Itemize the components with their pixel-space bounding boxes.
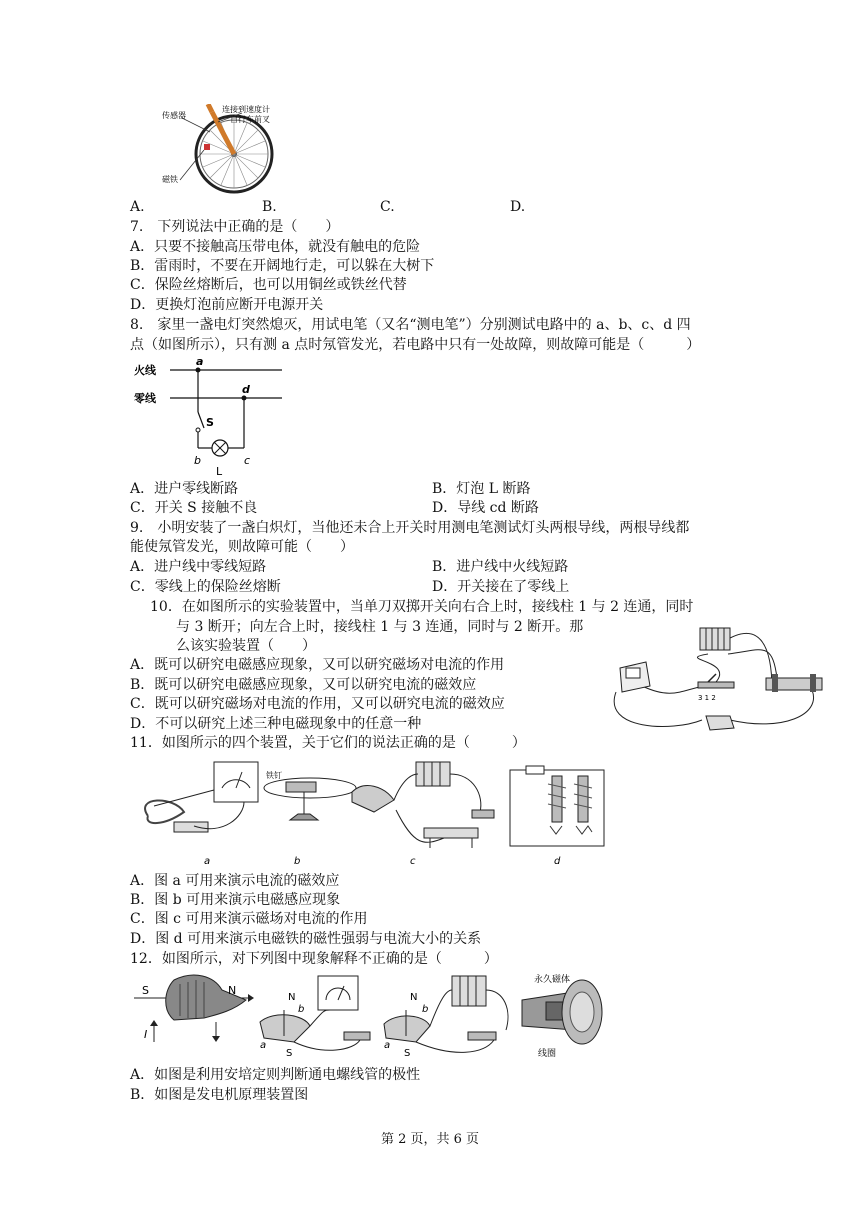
lamp-l-label: L (216, 465, 223, 478)
permanent-magnet-label: 永久磁体 (534, 975, 571, 985)
q10-option-a: A．既可以研究电磁感应现象，又可以研究磁场对电流的作用 (130, 657, 505, 673)
q8-circuit-figure (132, 356, 282, 478)
q8-option-d: D．导线 cd 断路 (432, 500, 539, 516)
fig1-n-label: N (228, 984, 237, 997)
fork-label: 自行车前叉 (230, 115, 270, 124)
magnet-label: 磁铁 (162, 175, 178, 184)
fig1-i-label: I (144, 1028, 148, 1041)
fig3-b-label: b (422, 1004, 429, 1015)
fig2-n-label: N (288, 992, 296, 1003)
fig2-s-label: S (286, 1048, 293, 1059)
sensor-label: 传感器 (162, 111, 186, 120)
switch-s-label: S (206, 416, 214, 429)
point-b-label: b (194, 454, 201, 467)
fig1-s-label: S (142, 984, 149, 997)
fig3-n-label: N (410, 992, 418, 1003)
q10-option-c: C．既可以研究磁场对电流的作用，又可以研究电流的磁效应 (130, 696, 505, 712)
iron-nail-label: 铁钉 (266, 771, 282, 780)
fig-a-label: a (204, 856, 211, 867)
fig3-a-label: a (384, 1040, 391, 1051)
q11-option-a: A．图 a 可用来演示电流的磁效应 (130, 873, 340, 889)
q8-stem-line2: 点（如图所示），只有测 a 点时氖管发光，若电路中只有一处故障，则故障可能是（ ） (130, 337, 701, 353)
point-d-label: d (242, 383, 250, 396)
q9-option-a: A．进户线中零线短路 (130, 559, 267, 575)
q6-option-d: D. (510, 199, 526, 215)
q12-option-b: B．如图是发电机原理装置图 (130, 1087, 309, 1103)
q11-four-devices-figure (134, 756, 610, 868)
q11-option-d: D．图 d 可用来演示电磁铁的磁性强弱与电流大小的关系 (130, 931, 482, 947)
q8-option-b: B．灯泡 L 断路 (432, 481, 531, 497)
q6-option-c: C. (380, 199, 395, 215)
q10-stem-line3: 么该实验装置（ ） (176, 638, 316, 654)
neutral-wire-label: 零线 (134, 392, 156, 405)
q11-option-c: C．图 c 可用来演示磁场对电流的作用 (130, 911, 368, 927)
q8-option-c: C．开关 S 接触不良 (130, 500, 258, 516)
q10-option-b: B．既可以研究电磁感应现象，又可以研究电流的磁效应 (130, 677, 477, 693)
q7-stem: 7. 下列说法中正确的是（ ） (130, 219, 340, 235)
terminals-label: 3 1 2 (698, 694, 716, 702)
q7-option-b: B．雷雨时，不要在开阔地行走，可以躲在大树下 (130, 258, 435, 274)
page-footer: 第 2 页，共 6 页 (380, 1132, 480, 1147)
q6-option-a: A. (130, 199, 145, 215)
fig3-s-label: S (404, 1048, 411, 1059)
point-a-label: a (196, 356, 204, 368)
q12-stem: 12．如图所示，对下列图中现象解释不正确的是（ ） (130, 951, 498, 967)
fig-d-label: d (554, 856, 561, 867)
q10-stem-line1: 10．在如图所示的实验装置中，当单刀双掷开关向右合上时，接线柱 1 与 2 连通，同时 (150, 599, 694, 615)
q9-stem-line1: 9. 小明安装了一盏白炽灯，当他还未合上开关时用测电笔测试灯头两根导线，两根导线都 (130, 520, 690, 536)
point-c-label: c (244, 454, 251, 467)
q7-option-d: D．更换灯泡前应断开电源开关 (130, 297, 324, 313)
q12-option-a: A．如图是利用安培定则判断通电螺线管的极性 (130, 1067, 421, 1083)
q11-stem: 11．如图所示的四个装置，关于它们的说法正确的是（ ） (130, 735, 526, 751)
fig-b-label: b (294, 856, 301, 867)
q10-apparatus-figure (612, 620, 826, 740)
q9-stem-line2: 能使氖管发光，则故障可能（ ） (130, 539, 354, 555)
fig2-a-label: a (260, 1040, 267, 1051)
fig2-b-label: b (298, 1004, 305, 1015)
q6-option-b: B. (262, 199, 277, 215)
q10-option-d: D．不可以研究上述三种电磁现象中的任意一种 (130, 716, 422, 732)
q7-option-a: A．只要不接触高压带电体，就没有触电的危险 (130, 239, 421, 255)
q11-option-b: B．图 b 可用来演示电磁感应现象 (130, 892, 341, 908)
q8-stem-line1: 8. 家里一盏电灯突然熄灭，用试电笔（又名“测电笔”）分别测试电路中的 a、b、c、d 四 (130, 317, 691, 333)
q9-option-b: B．进户线中火线短路 (432, 559, 569, 575)
q10-stem-line2: 与 3 断开；向左合上时，接线柱 1 与 3 连通，同时与 2 断开。那 (176, 619, 584, 635)
fig-c-label: c (410, 856, 416, 867)
coil-label: 线圈 (538, 1049, 557, 1059)
live-wire-label: 火线 (134, 364, 156, 377)
q9-option-d: D．开关接在了零线上 (432, 579, 570, 595)
q9-option-c: C．零线上的保险丝熔断 (130, 579, 281, 595)
q7-option-c: C．保险丝熔断后，也可以用铜丝或铁丝代替 (130, 277, 407, 293)
q12-four-devices-figure (134, 970, 608, 1062)
bicycle-wheel-figure (160, 104, 300, 196)
connect-label: 连接到速度计 (222, 105, 270, 114)
q8-option-a: A．进户零线断路 (130, 481, 239, 497)
